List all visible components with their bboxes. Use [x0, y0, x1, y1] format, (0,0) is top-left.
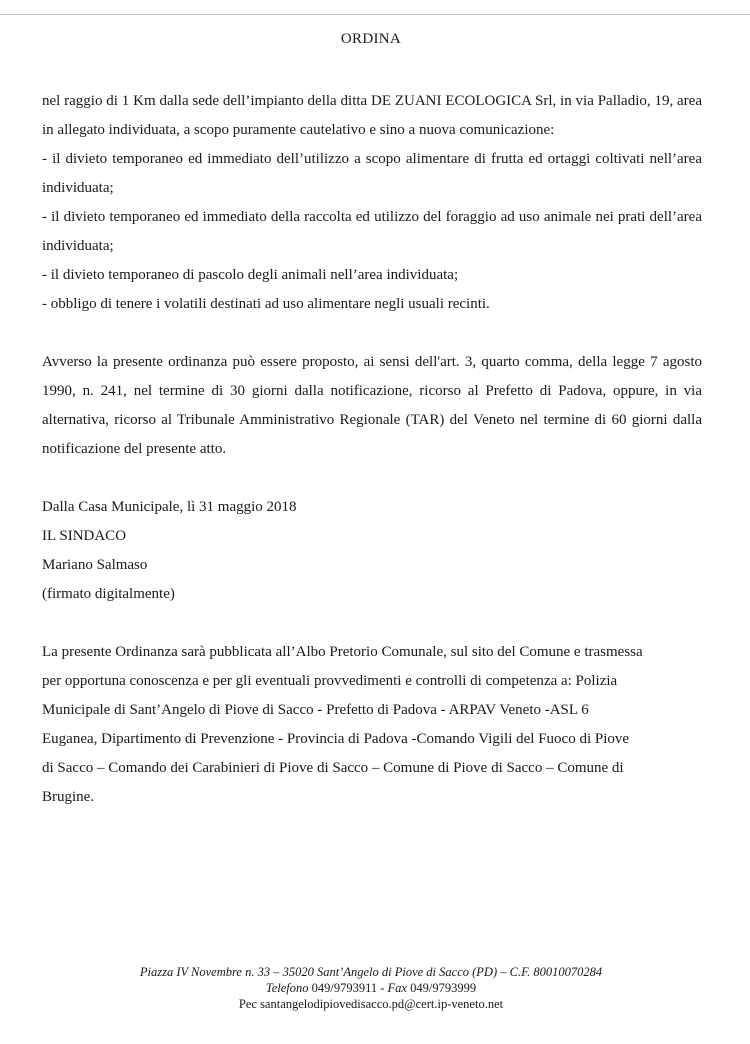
- signature-block: [42, 493, 702, 609]
- appeal-paragraph: Avverso la presente ordinanza può essere proposto, ai sensi dell'art. 3, quarto comma, della legge 7 agosto 1990, n. 241, nel termine di 30 giorni dalla notificazione, ricorso al Prefetto di Padova, oppure, in via alternativa, ricorso al Tribunale Amministrativo Regionale (TAR) del Veneto nel termine di 60 giorni dalla notificazione del presente atto.: [42, 354, 702, 457]
- publication-line: di Sacco – Comando dei Carabinieri di Piove di Sacco – Comune di Piove di Sacco – Comune di: [42, 760, 624, 776]
- page-footer: [0, 964, 742, 1012]
- phone-number: 049/9793911 -: [308, 981, 388, 995]
- publication-line: Brugine.: [42, 789, 95, 805]
- fax-label: Fax: [387, 981, 407, 995]
- footer-address: Piazza IV Novembre n. 33 – 35020 Sant’Angelo di Piove di Sacco (PD) – C.F. 80010070284: [139, 965, 603, 979]
- publication-line: Municipale di Sant’Angelo di Piove di Sacco - Prefetto di Padova - ARPAV Veneto -ASL 6: [42, 702, 589, 718]
- footer-contacts: [0, 980, 742, 996]
- publication-line: Euganea, Dipartimento di Prevenzione - Provincia di Padova -Comando Vigili del Fuoco di Piove: [42, 731, 630, 747]
- document-body: [42, 87, 702, 812]
- order-item-2: - il divieto temporaneo ed immediato della raccolta ed utilizzo del foraggio ad uso animale nei prati dell’area individuata;: [42, 209, 702, 254]
- order-item-3: - il divieto temporaneo di pascolo degli animali nell’area individuata;: [42, 267, 459, 283]
- spacer: [42, 609, 702, 638]
- publication-line: per opportuna conoscenza e per gli eventuali provvedimenti e controlli di competenza a: Polizia: [42, 673, 618, 689]
- publication-paragraph: [42, 638, 702, 812]
- top-rule: [0, 14, 750, 15]
- order-item-1: - il divieto temporaneo ed immediato dell’utilizzo a scopo alimentare di frutta ed ortaggi coltivati nell’area individuata;: [42, 151, 702, 196]
- order-intro: nel raggio di 1 Km dalla sede dell’impianto della ditta DE ZUANI ECOLOGICA Srl, in via Palladio, 19, area in allegato individuata, a scopo puramente cautelativo e sino a nuova comunicazione:: [42, 93, 702, 138]
- phone-label: Telefono: [265, 981, 309, 995]
- place-date: Dalla Casa Municipale, lì 31 maggio 2018: [42, 499, 297, 515]
- section-heading: ORDINA: [340, 31, 402, 47]
- fax-number: 049/9793999: [406, 981, 477, 995]
- signature-note: (firmato digitalmente): [42, 586, 175, 602]
- signer-name: Mariano Salmaso: [42, 557, 148, 573]
- publication-line: La presente Ordinanza sarà pubblicata all’Albo Pretorio Comunale, sul sito del Comune e trasmessa: [42, 644, 643, 660]
- signer-role: IL SINDACO: [42, 528, 127, 544]
- footer-pec: Pec santangelodipiovedisacco.pd@cert.ip-veneto.net: [238, 997, 504, 1011]
- spacer: [42, 464, 702, 493]
- spacer: [42, 319, 702, 348]
- order-item-4: - obbligo di tenere i volatili destinati ad uso alimentare negli usuali recinti.: [42, 296, 490, 312]
